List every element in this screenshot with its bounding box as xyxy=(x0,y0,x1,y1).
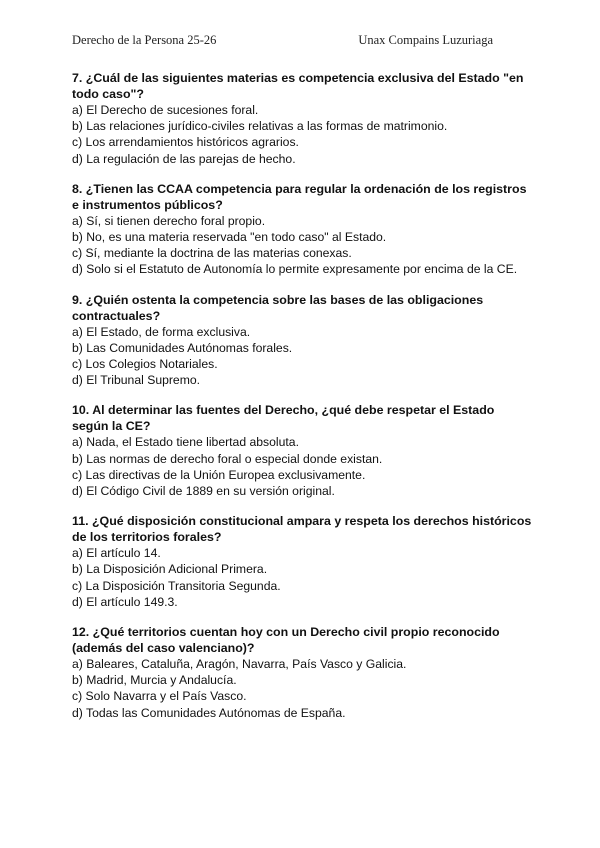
option-b: b) Las Comunidades Autónomas forales. xyxy=(72,340,293,355)
option-c: c) Los arrendamientos históricos agrarios. xyxy=(72,135,299,150)
option-a: a) El Estado, de forma exclusiva. xyxy=(72,324,251,339)
option-c: c) Sí, mediante la doctrina de las materias conexas. xyxy=(72,246,352,261)
option-a: a) Baleares, Cataluña, Aragón, Navarra, País Vasco y Galicia. xyxy=(72,657,407,672)
question-title: 7. ¿Cuál de las siguientes materias es competencia exclusiva del Estado "en todo caso"? xyxy=(72,71,524,101)
question-9 xyxy=(72,292,532,389)
question-10 xyxy=(72,402,532,499)
header-author: Unax Compains Luzuriaga xyxy=(358,33,493,47)
option-b: b) Las relaciones jurídico-civiles relativas a las formas de matrimonio. xyxy=(72,119,448,134)
option-a: a) El Derecho de sucesiones foral. xyxy=(72,103,259,117)
header-course-title: Derecho de la Persona 25-26 xyxy=(72,33,217,47)
option-d: d) La regulación de las parejas de hecho. xyxy=(72,151,296,166)
question-12 xyxy=(72,624,532,721)
option-c: c) Las directivas de la Unión Europea exclusivamente. xyxy=(72,467,366,482)
option-b: b) La Disposición Adicional Primera. xyxy=(72,562,268,577)
option-a: a) Sí, si tienen derecho foral propio. xyxy=(72,213,266,228)
option-c: c) Los Colegios Notariales. xyxy=(72,357,218,372)
option-b: b) Madrid, Murcia y Andalucía. xyxy=(72,673,237,688)
question-title: 8. ¿Tienen las CCAA competencia para regular la ordenación de los registros e instrumentos públicos? xyxy=(72,181,527,212)
question-11 xyxy=(72,513,532,610)
option-a: a) Nada, el Estado tiene libertad absoluta. xyxy=(72,435,299,450)
option-a: a) El artículo 14. xyxy=(72,546,161,561)
option-b: b) Las normas de derecho foral o especial donde existan. xyxy=(72,451,383,466)
question-8 xyxy=(72,181,532,278)
option-d: d) El Código Civil de 1889 en su versión original. xyxy=(72,484,335,499)
option-d: d) Todas las Comunidades Autónomas de España. xyxy=(72,705,346,720)
option-b: b) No, es una materia reservada "en todo caso" al Estado. xyxy=(72,230,387,245)
page-header xyxy=(72,33,493,48)
option-d: d) El Tribunal Supremo. xyxy=(72,373,201,388)
option-c: c) Solo Navarra y el País Vasco. xyxy=(72,689,247,704)
question-title: 11. ¿Qué disposición constitucional ampara y respeta los derechos históricos de los territorios forales? xyxy=(72,514,532,545)
option-d: d) Solo si el Estatuto de Autonomía lo permite expresamente por encima de la CE. xyxy=(72,262,518,277)
question-title: 9. ¿Quién ostenta la competencia sobre las bases de las obligaciones contractuales? xyxy=(72,292,484,323)
question-title: 10. Al determinar las fuentes del Derecho, ¿qué debe respetar el Estado según la CE? xyxy=(72,403,495,434)
question-title: 12. ¿Qué territorios cuentan hoy con un Derecho civil propio reconocido (además del caso valenciano)? xyxy=(72,625,500,656)
option-d: d) El artículo 149.3. xyxy=(72,594,178,609)
question-list xyxy=(72,70,532,735)
option-c: c) La Disposición Transitoria Segunda. xyxy=(72,578,281,593)
question-7 xyxy=(72,70,532,167)
